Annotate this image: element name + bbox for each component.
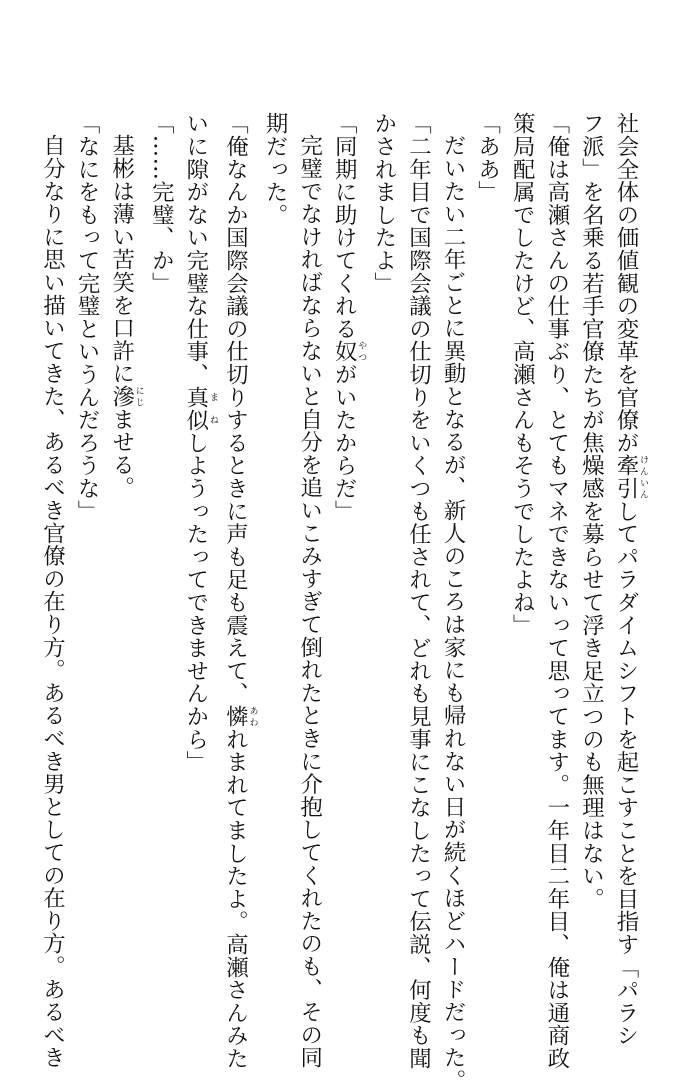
text-line: 完璧でなければならないと自分を追いこみすぎて倒れたときに介抱してくれたのも、その同 (296, 134, 323, 1070)
text-line: いに隙がない完璧な仕事、真似 まねしようったってできませんから」 (182, 112, 218, 774)
furigana-reading: まね (207, 385, 218, 432)
text-line: 「……完璧、か」 (148, 112, 175, 295)
text-line: 「俺なんか国際会議の仕切りするときに声も足も震えて、憐 あわれまれてましたよ。高瀬さんみた (222, 112, 258, 1070)
text-line: フ派」を名乗る若手官僚たちが焦燥感を募らせて浮き足立つのも無理はない。 (578, 112, 605, 910)
furigana-reading: にじ (133, 385, 144, 409)
furigana-reading: けんいん (638, 454, 648, 500)
text-line: 基彬は薄い苦笑を口許に滲 にじませる。 (108, 134, 144, 500)
text-line: 社会全体の価値観の変革を官僚が牽引 けんいんしてパラダイムシフトを起こすことを目指す「パラシ (613, 112, 648, 1047)
furigana-reading: やつ (356, 340, 367, 363)
furigana-reading: あわ (247, 704, 258, 728)
text-line: 策局配属でしたけど、高瀬さんもそうでしたよね」 (509, 112, 536, 637)
furigana-ruby: 滲 にじ (108, 385, 144, 409)
text-line: だいたい二年ごとに異動となるが、新人のころは家にも帰れない日が続くほどハードだった。 (440, 134, 467, 1092)
furigana-ruby: 憐 あわ (222, 704, 258, 728)
text-line: 「俺は高瀬さんの仕事ぶり、とてもマネできないって思ってます。一年目二年目、俺は通商政 (543, 112, 570, 1070)
text-line: かされましたよ」 (370, 112, 397, 295)
furigana-ruby: 奴 やつ (331, 340, 367, 363)
text-line: 「同期に助けてくれる奴 やつがいたからだ」 (331, 112, 367, 523)
text-line: 自分なりに思い描いてきた、あるべき官僚の在り方。あるべき男としての在り方。あるべき (39, 134, 66, 1070)
furigana-ruby: 真似 まね (182, 385, 218, 432)
vertical-text-body (35, 112, 648, 1092)
text-line: 「なにをもって完璧というんだろうな」 (74, 112, 101, 523)
text-line: 「二年目で国際会議の仕切りをいくつも任されて、どれも見事にこなしたって伝説、何度も聞 (405, 112, 432, 1070)
text-line: 「ああ」 (474, 112, 501, 204)
text-line: 期だった。 (262, 112, 289, 226)
furigana-ruby: 牽引 けんいん (613, 454, 648, 500)
